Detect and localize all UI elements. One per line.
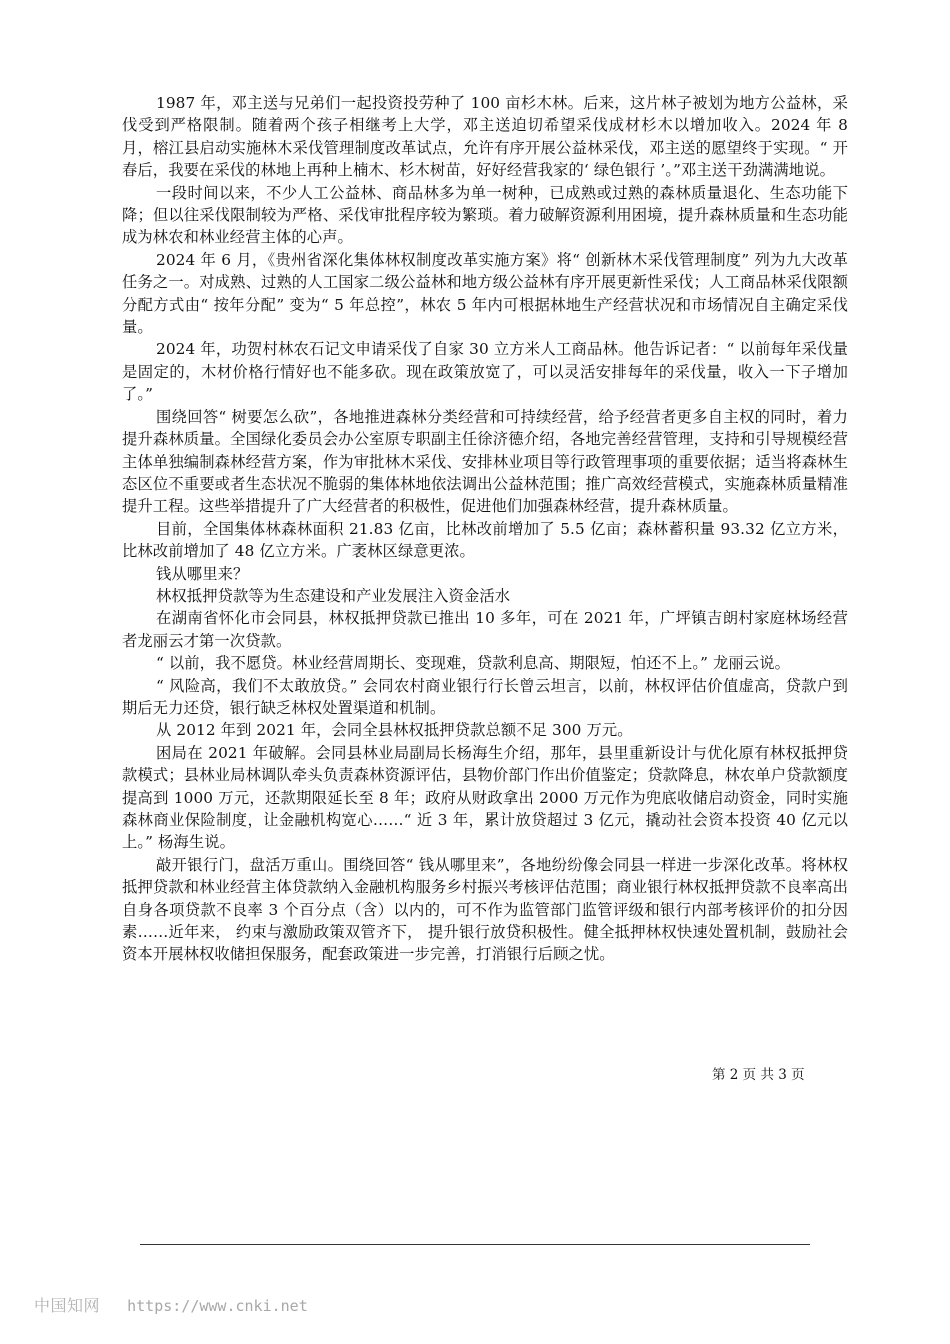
paragraph: “ 风险高，我们不太敢放贷。” 会同农村商业银行行长曾云坦言，以前，林权评估价值虚高，贷款户到期后无力还贷，银行缺乏林权处置渠道和机制。 [122,676,848,717]
paragraph: 目前，全国集体林森林面积 21.83 亿亩，比林改前增加了 5.5 亿亩；森林蓄积量 93.32 亿立方米，比林改前增加了 48 亿立方米。广袤林区绿意更浓。 [122,519,848,561]
cnki-logo-text: 中国知网 [34,1296,101,1315]
paragraph: “ 以前，我不愿贷。林业经营周期长、变现难，贷款利息高、期限短，怕还不上。” 龙丽云说。 [156,654,790,673]
paragraph: 围绕回答“ 树要怎么砍”，各地推进森林分类经营和可持续经营，给予经营者更多自主权的同时，着力提升森林质量。全国绿化委员会办公室原专职副主任徐济德介绍，各地完善经营管理，支持和引导规模经营主体单独编制森林经营方案，作为审批林木采伐、安排林业项目等行政管理事项的重要依据；适当将森林生态区位不重要或者生态状况不脆弱的集体林地依法调出公益林范围；推广高效经营模式，实施森林质量精准提升工程。这些举措提升了广大经营者的积极性，促进他们加强森林经营，提升森林质量。 [122,407,848,516]
page-number: 第 2 页 共 3 页 [712,1067,805,1083]
paragraph: 2024 年，功贺村林农石记文申请采伐了自家 30 立方米人工商品林。他告诉记者：“ 以前每年采伐量是固定的，木材价格行情好也不能多砍。现在政策放宽了，可以灵活安排每年的采伐量，收入一下子增加了。” [122,340,848,404]
paragraph: 敲开银行门，盘活万重山。围绕回答“ 钱从哪里来”，各地纷纷像会同县一样进一步深化改革。将林权抵押贷款和林业经营主体贷款纳入金融机构服务乡村振兴考核评估范围；商业银行林权抵押贷款不良率高出自身各项贷款不良率 3 个百分点（含）以内的，可不作为监管部门监管评级和银行内部考核评价的扣分因素……近年来， 约束与激励政策双管齐下， 提升银行放贷积极性。健全抵押林权快速处置机制，鼓励社会资本开展林权收储担保服务，配套政策进一步完善，打消银行后顾之忧。 [122,855,848,964]
section-heading: 钱从哪里来？ [156,564,249,583]
paragraph: 困局在 2021 年破解。会同县林业局副局长杨海生介绍，那年，县里重新设计与优化原有林权抵押贷款模式；县林业局林调队牵头负责森林资源评估，县物价部门作出价值鉴定；贷款降息，林农单户贷款额度提高到 1000 万元，还款期限延长至 8 年；政府从财政拿出 2000 万元作为兜底收储启动资金，同时实施森林商业保险制度，让金融机构宽心……“ 近 3 年，累计放贷超过 3 亿元，撬动社会资本投资 40 亿元以上。” 杨海生说。 [122,743,848,852]
paragraph: 从 2012 年到 2021 年，会同全县林权抵押贷款总额不足 300 万元。 [156,721,633,740]
footer-divider [140,1244,810,1245]
cnki-url[interactable]: https://www.cnki.net [127,1297,308,1315]
paragraph: 2024 年 6 月，《贵州省深化集体林权制度改革实施方案》将“ 创新林木采伐管理制度” 列为九大改革任务之一。对成熟、过熟的人工国家二级公益林和地方级公益林有序开展更新性采伐；人工商品林采伐限额分配方式由“ 按年分配” 变为“ 5 年总控”，林农 5 年内可根据林地生产经营状况和市场情况自主确定采伐量。 [122,250,848,337]
paragraph: 在湖南省怀化市会同县，林权抵押贷款已推出 10 多年，可在 2021 年，广坪镇吉朗村家庭林场经营者龙丽云才第一次贷款。 [122,609,848,650]
cnki-watermark [34,1295,308,1317]
document-body [122,92,848,966]
paragraph: 一段时间以来，不少人工公益林、商品林多为单一树种，已成熟或过熟的森林质量退化、生态功能下降；但以往采伐限制较为严格、采伐审批程序较为繁琐。着力破解资源利用困境，提升森林质量和生态功能成为林农和林业经营主体的心声。 [122,183,848,247]
section-subheading: 林权抵押贷款等为生态建设和产业发展注入资金活水 [156,586,511,605]
paragraph: 1987 年，邓主送与兄弟们一起投资投劳种了 100 亩杉木林。后来，这片林子被划为地方公益林，采伐受到严格限制。随着两个孩子相继考上大学，邓主送迫切希望采伐成材杉木以增加收入。2024 年 8 月，榕江县启动实施林木采伐管理制度改革试点，允许有序开展公益林采伐，邓主送的愿望终于实现。“ 开春后，我要在采伐的林地上再种上楠木、杉木树苗，好好经营我家的‘ 绿色银行 ’。”邓主送干劲满满地说。 [122,94,848,180]
